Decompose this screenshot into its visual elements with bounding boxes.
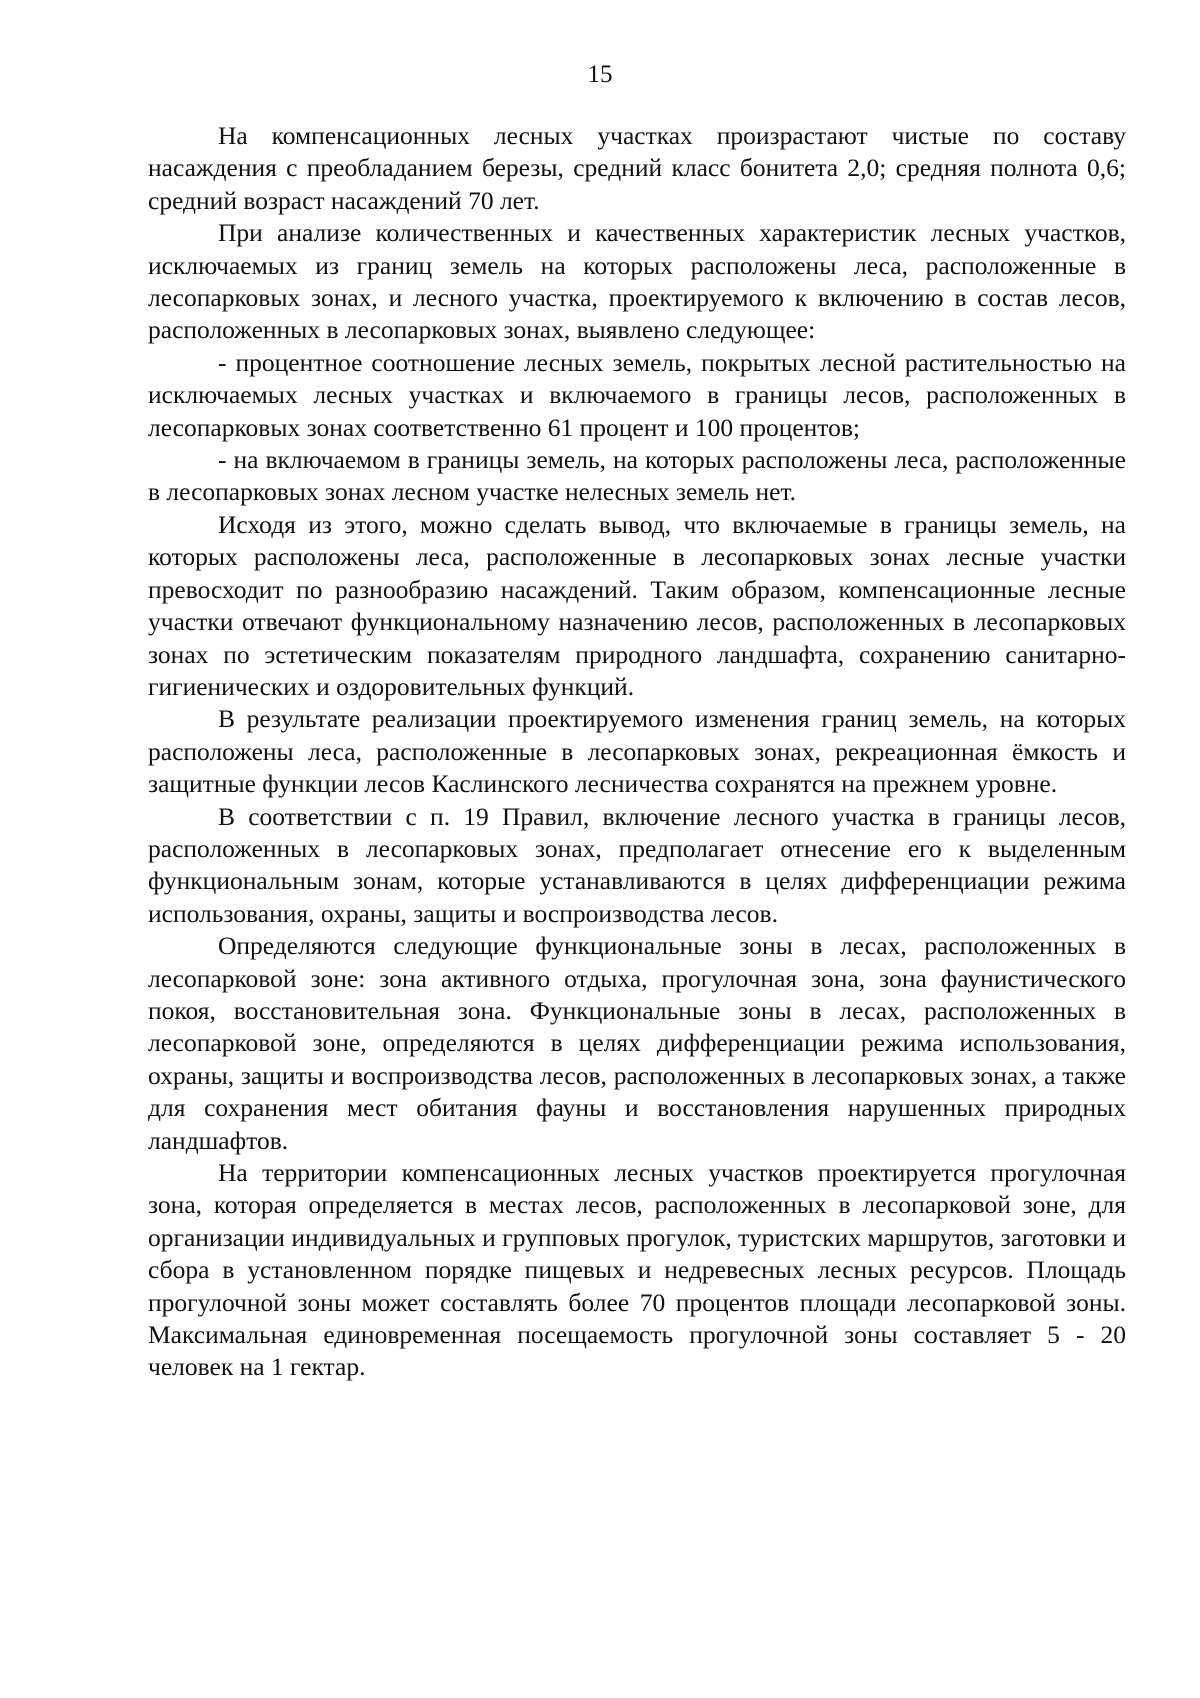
paragraph-no-nonforest-land: - на включаемом в границы земель, на которых расположены леса, расположенные в лесопарковых зонах лесном участке нелесных земель нет. — [148, 445, 1126, 507]
paragraph-rule-19: В соответствии с п. 19 Правил, включение лесного участка в границы лесов, расположенных в лесопарковых зонах, предполагает отнесение его к выделенным функциональным зонам, которые устанавливаются в целях дифференциации режима использования, охраны, защиты и воспроизводства лесов. — [148, 801, 1126, 928]
paragraph-percentage-ratio: - процентное соотношение лесных земель, покрытых лесной растительностью на исключаемых лесных участках и включаемого в границы лесов, расположенных в лесопарковых зонах соответственно 61 процент и 100 процентов; — [148, 347, 1126, 442]
paragraph-result: В результате реализации проектируемого изменения границ земель, на которых расположены леса, расположенные в лесопарковых зонах, рекреационная ёмкость и защитные функции лесов Каслинского лесничества сохранятся на прежнем уровне. — [148, 704, 1126, 799]
paragraph-conclusion: Исходя из этого, можно сделать вывод, что включаемые в границы земель, на которых расположены леса, расположенные в лесопарковых зонах лесные участки превосходит по разнообразию насаждений. Таким образом, компенсационные лесные участки отвечают функциональному назначению лесов, расположенных в лесопарковых зонах по эстетическим показателям природного ландшафта, сохранению санитарно-гигиенических и оздоровительных функций. — [148, 509, 1126, 701]
paragraph-functional-zones: Определяются следующие функциональные зоны в лесах, расположенных в лесопарковой зоне: зона активного отдыха, прогулочная зона, зона фаунистического покоя, восстановительная зона. Функциональные зоны в лесах, расположенных в лесопарковой зоне, определяются в целях дифференциации режима использования, охраны, защиты и воспроизводства лесов, расположенных в лесопарковых зонах, а также для сохранения мест обитания фауны и восстановления нарушенных природных ландшафтов. — [148, 931, 1126, 1155]
paragraph-analysis-intro: При анализе количественных и качественных характеристик лесных участков, исключаемых из границ земель на которых расположены леса, расположенные в лесопарковых зонах, и лесного участка, проектируемого к включению в состав лесов, расположенных в лесопарковых зонах, выявлено следующее: — [148, 218, 1126, 345]
paragraph-compensation-stands: На компенсационных лесных участках произрастают чистые по составу насаждения с преобладанием березы, средний класс бонитета 2,0; средняя полнота 0,6; средний возраст насаждений 70 лет. — [148, 121, 1126, 215]
page-number: 15 — [587, 61, 613, 88]
document-body — [148, 120, 1126, 1384]
paragraph-walking-zone: На территории компенсационных лесных участков проектируется прогулочная зона, которая определяется в местах лесов, расположенных в лесопарковой зоне, для организации индивидуальных и групповых прогулок, туристских маршрутов, заготовки и сбора в установленном порядке пищевых и недревесных лесных ресурсов. Площадь прогулочной зоны может составлять более 70 процентов площади лесопарковой зоны. Максимальная единовременная посещаемость прогулочной зоны составляет 5 - 20 человек на 1 гектар. — [148, 1158, 1126, 1382]
